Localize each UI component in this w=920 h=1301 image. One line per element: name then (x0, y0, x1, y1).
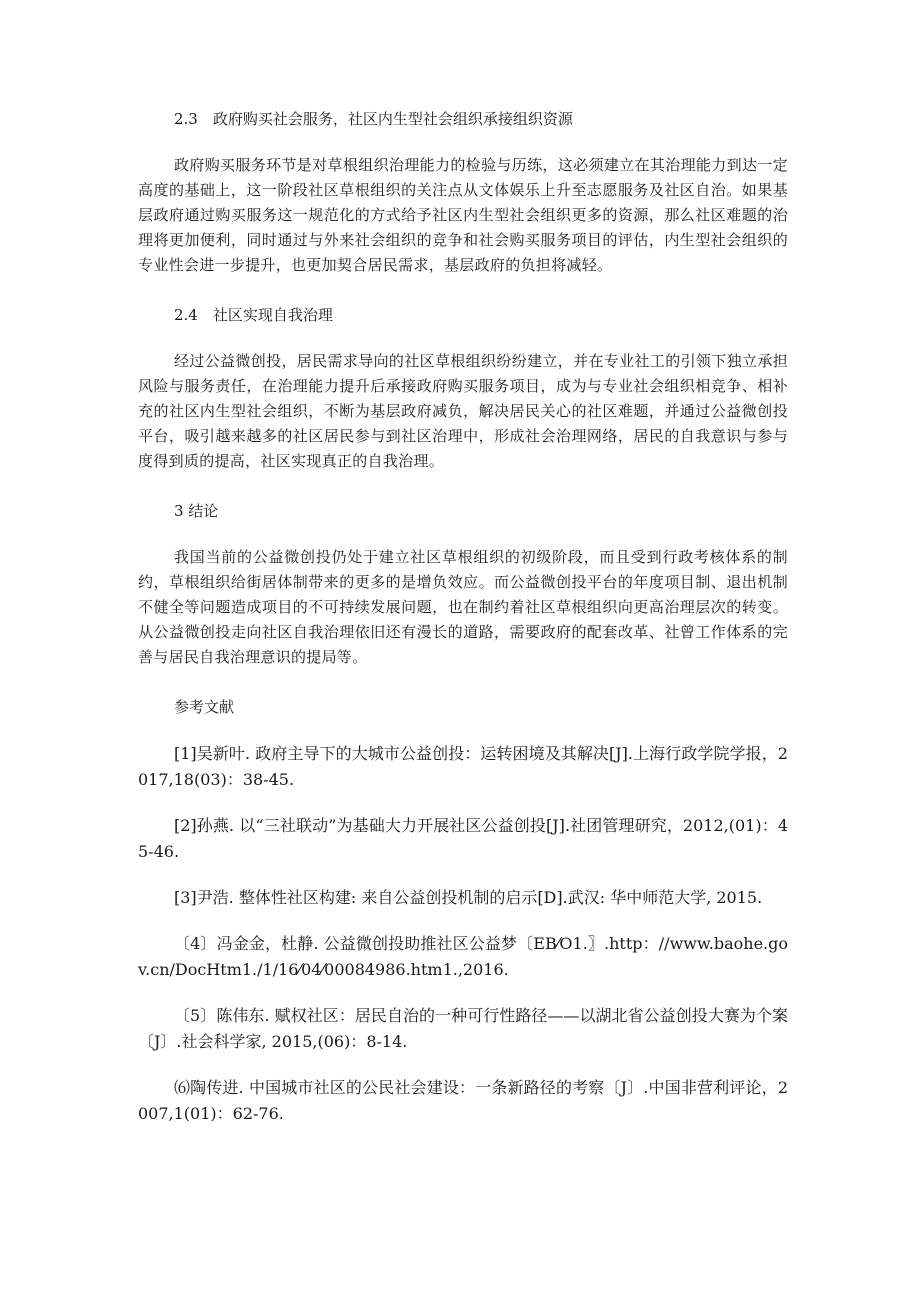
section-paragraph-2-4: 经过公益微创投，居民需求导向的社区草根组织纷纷建立，并在专业社工的引领下独立承担风险与服务责任，在治理能力提升后承接政府购买服务项目，成为与专业社会组织相竞争、相补充的社区内生型社会组织，不断为基层政府减负，解决居民关心的社区难题，并通过公益微创投平台，吸引越来越多的社区居民参与到社区治理中，形成社会治理网络，居民的自我意识与参与度得到质的提高，社区实现真正的自我治理。 (138, 352, 788, 470)
section-paragraph-3: 我国当前的公益微创投仍处于建立社区草根组织的初级阶段，而且受到行政考核体系的制约，草根组织给街居体制带来的更多的是增负效应。而公益微创投平台的年度项目制、退出机制不健全等问题造成项目的不可持续发展问题，也在制约着社区草根组织向更高治理层次的转变。从公益微创投走向社区自我治理依旧还有漫长的道路，需要政府的配套改革、社曾工作体系的完善与居民自我治理意识的提局等。 (138, 548, 788, 666)
document-page (138, 108, 788, 1127)
references-heading: 参考文献 (174, 698, 235, 716)
reference-item-6: ⑹陶传进. 中国城市社区的公民社会建设：一条新路径的考察〔J〕.中国非营利评论，2007,1(01)：62-76. (138, 1078, 788, 1123)
reference-item-4: 〔4〕冯金金，杜静. 公益微创投助推社区公益梦〔EB⁄O1.〗.http：//www.baohe.gov.cn/DocHtm1./1/16⁄04⁄00084986.htm1.,2016. (138, 934, 788, 979)
section-paragraph-2-3: 政府购买服务环节是对草根组织治理能力的检验与历练，这必须建立在其治理能力到达一定高度的基础上，这一阶段社区草根组织的关注点从文体娱乐上升至志愿服务及社区自治。如果基层政府通过购买服务这一规范化的方式给予社区内生型社会组织更多的资源，那么社区难题的治理将更加便利，同时通过与外来社会组织的竞争和社会购买服务项目的评估，内生型社会组织的专业性会进一步提升，也更加契合居民需求，基层政府的负担将减轻。 (138, 156, 788, 274)
reference-item-3: [3]尹浩. 整体性社区构建: 来自公益创投机制的启示[D].武汉: 华中师范大学, 2015. (174, 888, 763, 907)
section-heading-2-4: 2.4 社区实现自我治理 (174, 306, 333, 324)
reference-item-2: [2]孙燕. 以“三社联动”为基础大力开展社区公益创投[J].社团管理研究，2012,(01)：45-46. (138, 816, 788, 861)
section-heading-3: 3 结论 (174, 502, 219, 520)
section-heading-2-3: 2.3 政府购买社会服务，社区内生型社会组织承接组织资源 (174, 110, 573, 128)
reference-item-1: [1]吴新叶. 政府主导下的大城市公益创投：运转困境及其解决[J].上海行政学院学报，2017,18(03)：38-45. (138, 744, 788, 789)
reference-item-5: 〔5〕陈伟东. 赋权社区：居民自治的一种可行性路径——以湖北省公益创投大赛为个案〔J〕.社会科学家, 2015,(06)：8-14. (138, 1006, 788, 1051)
